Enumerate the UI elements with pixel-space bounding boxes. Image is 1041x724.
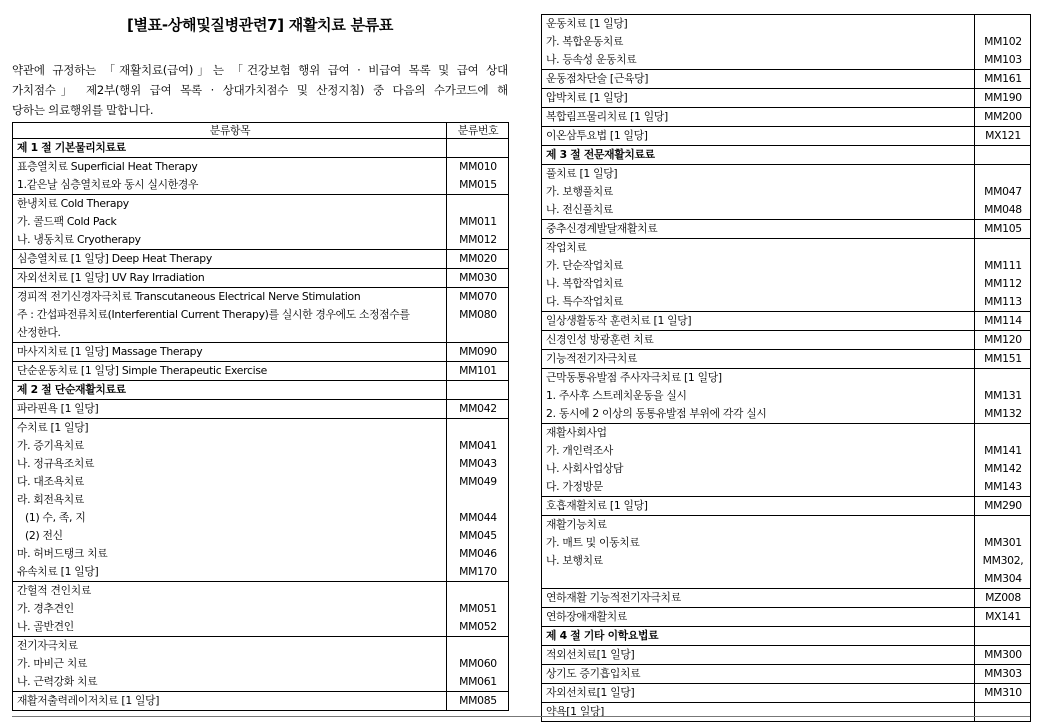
item-text: 신경인성 방광훈련 치료 [546,333,654,346]
table-row [13,158,509,195]
item-text: 표층열치료 Superficial Heat Therapy [17,160,198,173]
classification-code [451,637,505,655]
item-cell [542,665,975,684]
intro-paragraph [12,60,508,120]
classification-code: MM011 [459,215,497,228]
classification-code: MM105 [984,222,1022,235]
code-cell [975,89,1031,108]
item-text: (1) 수, 족, 지 [25,511,86,524]
code-cell [975,589,1031,608]
classification-code: MM143 [984,480,1022,493]
item-text: 풀치료 [1 일당] [546,167,618,180]
classification-code: MM301 [984,536,1022,549]
item-cell [13,250,447,269]
classification-code: MM080 [459,308,497,321]
classification-code: MM030 [459,271,497,284]
table-row [13,419,509,582]
classification-code: MX141 [985,610,1021,623]
code-cell [447,343,509,362]
code-cell [975,146,1031,165]
item-text: 다. 가정방문 [546,480,603,493]
item-text: 작업치료 [546,241,587,254]
table-row [542,15,1031,70]
table-row [542,350,1031,369]
code-cell [447,195,509,250]
classification-code: MM111 [984,259,1022,272]
classification-code: MM049 [459,475,497,488]
item-text: 다. 특수작업치료 [546,295,624,308]
item-cell [13,582,447,637]
classification-code [451,582,505,600]
item-text: 마사지치료 [1 일당] Massage Therapy [17,345,203,358]
item-text: 자외선치료[1 일당] [546,686,635,699]
table-row [542,608,1031,627]
item-text: 가. 마비근 치료 [17,657,88,670]
code-cell [975,627,1031,646]
classification-code: MM101 [459,364,497,377]
section-title: 제 3 절 전문재활치료료 [546,148,655,161]
item-text: 이온삼투요법 [1 일당] [546,129,648,142]
intro-line: 가치점수」 제2부(행위 급여 목록 · 상대가치점수 및 산정지침) 중 다음의 수가코드에 해 [12,83,508,97]
section-title: 제 2 절 단순재활치료료 [17,383,126,396]
item-text: 주 : 간섭파전류치료(Interferential Current Therapy)를 실시한 경우에도 소정점수를 [17,308,410,321]
classification-code: MM302, [982,554,1024,567]
code-cell [447,582,509,637]
item-text: 가. 복합운동치료 [546,35,624,48]
table-row [542,127,1031,146]
table-row [542,665,1031,684]
item-text: 유속치료 [1 일당] [17,565,99,578]
item-cell [542,369,975,424]
code-cell [447,288,509,343]
item-cell [542,608,975,627]
classification-code: MM190 [984,91,1022,104]
item-cell [13,269,447,288]
classification-code: MM141 [984,444,1022,457]
item-text: 적외선치료[1 일당] [546,648,635,661]
item-text: 1. 주사후 스트레치운동을 실시 [546,389,687,402]
item-text: 한냉치료 Cold Therapy [17,197,129,210]
header-item: 분류항목 [13,123,447,139]
classification-code: MM051 [459,602,497,615]
item-text: 나. 정규욕조치료 [17,457,95,470]
section-heading-row [542,627,1031,646]
code-cell [447,637,509,692]
item-cell [542,703,975,722]
table-row [13,195,509,250]
code-cell [975,108,1031,127]
classification-code: MM142 [984,462,1022,475]
table-row [542,516,1031,589]
item-text: 가. 보행풀치료 [546,185,614,198]
classification-code [979,627,1027,645]
classification-code: MM044 [459,511,497,524]
classification-code: MM047 [984,185,1022,198]
code-cell [447,269,509,288]
code-cell [975,70,1031,89]
table-row [542,424,1031,497]
item-text: 나. 전신풀치료 [546,203,614,216]
item-text: 가. 단순작업치료 [546,259,624,272]
item-text: 가. 콜드팩 Cold Pack [17,215,117,228]
table-row [542,703,1031,722]
item-cell [542,497,975,516]
table-row [542,165,1031,220]
code-cell [975,516,1031,589]
item-text: 가. 경추견인 [17,602,74,615]
item-cell [542,146,975,165]
item-text: 일상생활동작 훈련치료 [1 일당] [546,314,692,327]
classification-code: MM114 [984,314,1022,327]
classification-code [979,369,1027,387]
classification-code [979,516,1027,534]
item-cell [542,89,975,108]
table-row [542,369,1031,424]
classification-code: MM090 [459,345,497,358]
item-text: 심층열치료 [1 일당] Deep Heat Therapy [17,252,212,265]
item-cell [542,70,975,89]
code-cell [975,703,1031,722]
classification-code: MM046 [459,547,497,560]
table-row [542,108,1031,127]
table-row [542,312,1031,331]
table-row [542,646,1031,665]
item-cell [542,220,975,239]
item-text: 가. 개인력조사 [546,444,614,457]
item-cell [13,158,447,195]
table-row [13,250,509,269]
item-text: 단순운동치료 [1 일당] Simple Therapeutic Exercise [17,364,268,377]
item-text: 나. 등속성 운동치료 [546,53,637,66]
code-cell [975,646,1031,665]
classification-code: MM131 [984,389,1022,402]
code-cell [447,139,509,158]
classification-code [979,15,1027,33]
item-cell [542,239,975,312]
classification-code [451,139,505,157]
item-cell [542,646,975,665]
item-cell [542,15,975,70]
item-cell [13,288,447,343]
classification-code: MM070 [459,290,497,303]
item-cell [542,331,975,350]
table-row [13,269,509,288]
classification-table-right [541,14,1031,722]
item-text: 산정한다. [17,326,61,339]
item-text: 상기도 증기흡입치료 [546,667,641,680]
classification-code: MM290 [984,499,1022,512]
header-code: 분류번호 [447,123,509,139]
item-text: 가. 증기욕치료 [17,439,85,452]
code-cell [975,312,1031,331]
classification-code: MM310 [984,686,1022,699]
table-row [542,684,1031,703]
code-cell [447,400,509,419]
code-cell [975,331,1031,350]
table-header-row [13,123,509,139]
code-cell [447,250,509,269]
classification-code: MM170 [459,565,497,578]
classification-code: MM042 [459,402,497,415]
code-cell [975,369,1031,424]
document-title: [별표-상해및질병관련7] 재활치료 분류표 [126,16,394,34]
code-cell [975,165,1031,220]
item-cell [13,362,447,381]
classification-code [979,424,1027,442]
item-cell [13,381,447,400]
classification-code: MM061 [459,675,497,688]
section-heading-row [13,139,509,158]
classification-code: MM010 [459,160,497,173]
classification-code: MM045 [459,529,497,542]
code-cell [975,220,1031,239]
table-row [13,637,509,692]
classification-code: MZ008 [985,591,1021,604]
item-text: 연하장애재활치료 [546,610,628,623]
code-cell [975,239,1031,312]
item-text: 운동점차단술 [근육당] [546,72,649,85]
code-cell [447,381,509,400]
classification-code: MM048 [984,203,1022,216]
item-cell [13,400,447,419]
item-text: 운동치료 [1 일당] [546,17,628,30]
item-text: 가. 매트 및 이동치료 [546,536,640,549]
code-cell [447,692,509,711]
classification-code [979,165,1027,183]
table-row [542,331,1031,350]
code-cell [975,497,1031,516]
classification-code [451,381,505,399]
classification-code [451,491,505,509]
bottom-divider [12,716,1030,717]
table-row [13,288,509,343]
item-text: 나. 복합작업치료 [546,277,624,290]
classification-code [451,419,505,437]
classification-code [979,146,1027,164]
code-cell [975,127,1031,146]
item-text: 나. 근력강화 치료 [17,675,98,688]
table-row [542,239,1031,312]
code-cell [447,158,509,195]
classification-code: MM015 [459,178,497,191]
code-cell [447,419,509,582]
item-cell [13,195,447,250]
classification-code: MM043 [459,457,497,470]
classification-code: MM103 [984,53,1022,66]
item-text: 기능적전기자극치료 [546,352,638,365]
item-text: 1.같은날 심층열치료와 동시 실시한경우 [17,178,199,191]
classification-code: MM303 [984,667,1022,680]
classification-code: MM085 [459,694,497,707]
code-cell [975,608,1031,627]
classification-code: MM112 [984,277,1022,290]
item-text: 나. 보행치료 [546,554,603,567]
classification-code: MX121 [985,129,1021,142]
item-text: 재활사회사업 [546,426,607,439]
section-heading-row [542,146,1031,165]
item-cell [13,637,447,692]
classification-code: MM113 [984,295,1022,308]
item-text: 나. 사회사업상담 [546,462,624,475]
item-cell [542,627,975,646]
item-cell [542,424,975,497]
item-text: 자외선치료 [1 일당] UV Ray Irradiation [17,271,205,284]
item-text: 압박치료 [1 일당] [546,91,628,104]
classification-code [979,239,1027,257]
classification-code: MM161 [984,72,1022,85]
item-text: 수치료 [1 일당] [17,421,89,434]
code-cell [975,684,1031,703]
classification-code: MM020 [459,252,497,265]
item-text: 파라핀욕 [1 일당] [17,402,99,415]
item-cell [542,108,975,127]
item-text: 약욕[1 일당] [546,705,605,718]
table-row [542,70,1031,89]
item-text: 연하재활 기능적전기자극치료 [546,591,681,604]
table-row [542,589,1031,608]
classification-code: MM200 [984,110,1022,123]
table-row [13,343,509,362]
item-cell [542,589,975,608]
item-text [546,570,971,588]
intro-line: 약관에 규정하는 「재활치료(급여)」는 「건강보험 행위 급여 · 비급여 목록 및 급여 상대 [12,63,508,77]
item-text: (2) 전신 [25,529,63,542]
item-cell [542,127,975,146]
code-cell [975,424,1031,497]
section-title: 제 1 절 기본물리치료료 [17,141,126,154]
item-cell [13,139,447,158]
item-cell [542,516,975,589]
item-text: 다. 대조욕치료 [17,475,85,488]
section-heading-row [13,381,509,400]
classification-code: MM300 [984,648,1022,661]
item-text: 나. 골반견인 [17,620,74,633]
section-title: 제 4 절 기타 이학요법료 [546,629,659,642]
item-cell [13,343,447,362]
item-text: 간헐적 견인치료 [17,584,92,597]
classification-code: MM052 [459,620,497,633]
item-text: 재활저출력레이저치료 [1 일당] [17,694,160,707]
classification-code [451,324,505,342]
item-text: 경피적 전기신경자극치료 Transcutaneous Electrical Nerve Stimulation [17,290,361,303]
item-text: 2. 동시에 2 이상의 동통유발점 부위에 각각 실시 [546,407,767,420]
item-text: 마. 허버드탱크 치료 [17,547,108,560]
classification-code: MM304 [984,572,1022,585]
item-cell [13,419,447,582]
classification-code: MM151 [984,352,1022,365]
item-text: 라. 회전욕치료 [17,493,85,506]
item-text: 중추신경계발달재활치료 [546,222,658,235]
classification-code: MM120 [984,333,1022,346]
classification-code: MM102 [984,35,1022,48]
code-cell [975,665,1031,684]
classification-table-left [12,122,509,711]
table-row [13,692,509,711]
item-text: 호흡재활치료 [1 일당] [546,499,648,512]
table-row [13,582,509,637]
classification-code: MM060 [459,657,497,670]
table-row [13,362,509,381]
item-cell [542,684,975,703]
item-cell [13,692,447,711]
table-row [542,89,1031,108]
item-cell [542,165,975,220]
item-text: 나. 냉동치료 Cryotherapy [17,233,141,246]
item-text: 재활기능치료 [546,518,607,531]
classification-code: MM041 [459,439,497,452]
code-cell [975,350,1031,369]
item-cell [542,350,975,369]
intro-line: 당하는 의료행위를 말합니다. [12,103,154,117]
table-row [13,400,509,419]
item-text: 전기자극치료 [17,639,78,652]
classification-code [979,703,1027,721]
item-text: 복합림프물리치료 [1 일당] [546,110,668,123]
item-cell [542,312,975,331]
table-row [542,497,1031,516]
code-cell [447,362,509,381]
classification-code: MM132 [984,407,1022,420]
classification-code: MM012 [459,233,497,246]
code-cell [975,15,1031,70]
table-row [542,220,1031,239]
classification-code [451,195,505,213]
item-text: 근막동통유발점 주사자극치료 [1 일당] [546,371,722,384]
